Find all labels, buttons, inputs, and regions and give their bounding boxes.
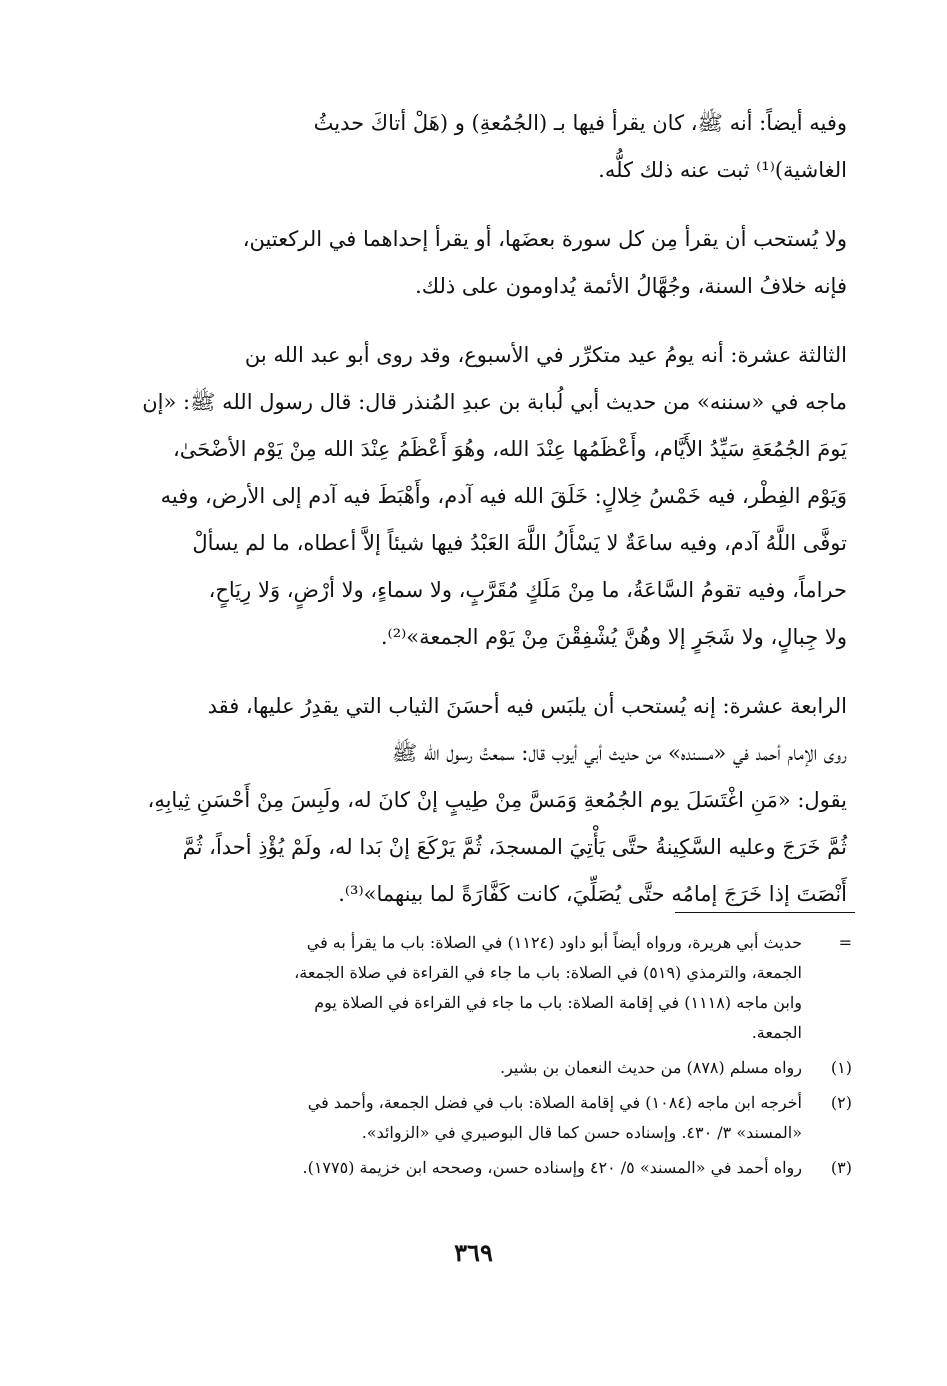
paragraph: وفيه أيضاً: أنه ﷺ، كان يقرأ فيها بـ (الجُمُعةِ) و (هَلْ أتاكَ حديثُ الغاشية)⁽¹⁾ ثبت عنه ذلك كلُّه. xyxy=(313,111,847,182)
footnote-marker: (٢) xyxy=(830,1093,852,1112)
footnote xyxy=(92,1088,852,1148)
footnote-continuation xyxy=(92,928,852,1048)
paragraph: الثالثة عشرة: أنه يومُ عيد متكرِّر في الأسبوع، وقد روى أبو عبد الله بن ماجه في «سننه» من حديث أبي لُبابة بن عبدِ المُنذر قال: قال رسول الله ﷺ: «إن يَومَ الجُمُعَةِ سَيِّدُ الأَيَّام، وأَعْظَمُها عِنْدَ الله، وهُوَ أَعْظَمُ عِنْدَ الله مِنْ يَوْم الأضْحَىٰ، وَيَوْم الفِطْر، فيه خَمْسُ خِلالٍ: خَلَقَ الله فيه آدم، وأَهْبَطَ فيه آدم إلى الأرض، وفيه توفَّى اللَّهُ آدم، وفيه ساعَةٌ لا يَسْأَلُ اللَّهَ العَبْدُ فيها شيئاً إلاَّ أعطاه، ما لم يسألْ حراماً، وفيه تقومُ السَّاعَةُ، ما مِنْ مَلَكٍ مُقَرَّبٍ، ولا سماءٍ، ولا أرْضٍ، وَلا رِيَاحٍ، ولا جِبالٍ، ولا شَجَرٍ إلا وهُنَّ يُشْفِقْنَ مِنْ يَوْم الجمعة»⁽²⁾. xyxy=(142,343,847,649)
footnote-marker: (١) xyxy=(830,1058,852,1077)
main-text xyxy=(97,100,847,942)
footnote-text: رواه مسلم (٨٧٨) من حديث النعمان بن بشير. xyxy=(500,1058,802,1077)
paragraph: الرابعة عشرة: إنه يُستحب أن يلبَس فيه أحسَنَ الثياب التي يقدِرُ عليها، فقد روى الإمام أحمد في «مسنده» من حديث أبي أيوب قال: سمعتُ رسول الله ﷺ يقول: «مَنِ اغْتَسَلَ يوم الجُمُعةِ وَمَسَّ مِنْ طِيبٍ إنْ كانَ له، ولَبِسَ مِنْ أَحْسَنِ ثِيابِهِ، ثُمَّ خَرَجَ وعليه السَّكِينةُ حتَّى يَأْتِيَ المسجدَ، ثُمَّ يَرْكَعَ إنْ بَدا له، ولَمْ يُؤْذِ أحداً، ثُمَّ أَنْصَتَ إذا خَرَجَ إمامُه حتَّى يُصَلِّيَ، كانت كَفَّارَةً لما بينهما»⁽³⁾. xyxy=(147,694,847,906)
footnote-marker: = xyxy=(838,933,852,952)
footnote xyxy=(92,1053,852,1083)
footnote-text: حديث أبي هريرة، ورواه أيضاً أبو داود (١١٢٤) في الصلاة: باب ما يقرأ به في الجمعة، والترمذي (٥١٩) في الصلاة: باب ما جاء في القراءة في صلاة الجمعة، وابن ماجه (١١١٨) في إقامة الصلاة: باب ما جاء في القراءة في الصلاة يوم الجمعة. xyxy=(294,933,802,1042)
footnotes xyxy=(92,928,852,1188)
page-number: ٣٦٩ xyxy=(454,1238,493,1267)
footnote xyxy=(92,1153,852,1183)
footnote-text: أخرجه ابن ماجه (١٠٨٤) في إقامة الصلاة: باب في فضل الجمعة، وأحمد في «المسند» ٣/ ٤٣٠. وإسناده حسن كما قال البوصيري في «الزوائد». xyxy=(307,1093,802,1142)
footnote-marker: (٣) xyxy=(830,1158,852,1177)
footnote-divider xyxy=(675,912,855,913)
paragraph: ولا يُستحب أن يقرأ مِن كل سورة بعضَها، أو يقرأ إحداهما في الركعتين، فإنه خلافُ السنة، وجُهَّالُ الأئمة يُداومون على ذلك. xyxy=(242,227,847,298)
footnote-text: رواه أحمد في «المسند» ٥/ ٤٢٠ وإسناده حسن، وصححه ابن خزيمة (١٧٧٥). xyxy=(302,1158,802,1177)
